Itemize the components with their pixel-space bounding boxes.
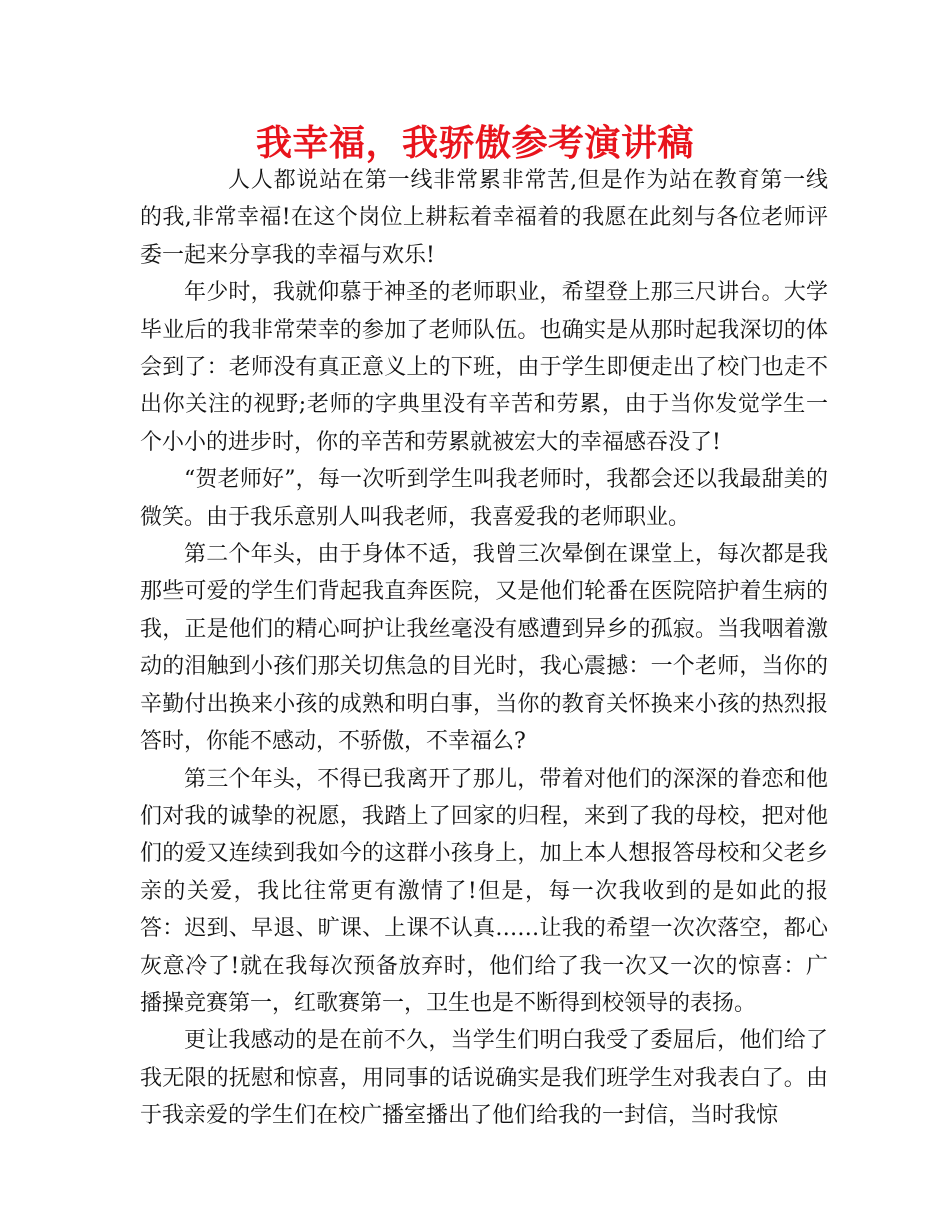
document-title: 我幸福，我骄傲参考演讲稿 <box>255 123 694 164</box>
paragraph-6: 更让我感动的是在前不久，当学生们明白我受了委屈后，他们给了我无限的抚慰和惊喜，用同事的话说确实是我们班学生对我表白了。由于我亲爱的学生们在校广播室播出了他们给我的一封信，当时我惊 <box>140 1028 828 1129</box>
paragraph-2: 年少时，我就仰慕于神圣的老师职业，希望登上那三尺讲台。大学毕业后的我非常荣幸的参加了老师队伍。也确实是从那时起我深切的体会到了：老师没有真正意义上的下班，由于学生即便走出了校门也走不出你关注的视野;老师的字典里没有辛苦和劳累，由于当你发觉学生一个小小的进步时，你的辛苦和劳累就被宏大的幸福感吞没了! <box>140 280 828 455</box>
paragraph-1: 人人都说站在第一线非常累非常苦,但是作为站在教育第一线的我,非常幸福!在这个岗位上耕耘着幸福着的我愿在此刻与各位老师评委一起来分享我的幸福与欢乐! <box>140 168 828 268</box>
document-body <box>140 162 828 1135</box>
paragraph-3: “贺老师好”，每一次听到学生叫我老师时，我都会还以我最甜美的微笑。由于我乐意别人叫我老师，我喜爱我的老师职业。 <box>140 467 828 530</box>
paragraph-4: 第二个年头，由于身体不适，我曾三次晕倒在课堂上，每次都是我那些可爱的学生们背起我直奔医院，又是他们轮番在医院陪护着生病的我，正是他们的精心呵护让我丝毫没有感遭到异乡的孤寂。当我咽着激动的泪触到小孩们那关切焦急的目光时，我心震撼：一个老师，当你的辛勤付出换来小孩的成熟和明白事，当你的教育关怀换来小孩的热烈报答时，你能不感动，不骄傲，不幸福么? <box>140 542 828 755</box>
paragraph-5: 第三个年头，不得已我离开了那儿，带着对他们的深深的眷恋和他们对我的诚挚的祝愿，我踏上了回家的归程，来到了我的母校，把对他们的爱又连续到我如今的这群小孩身上，加上本人想报答母校和父老乡亲的关爱，我比往常更有激情了!但是，每一次我收到的是如此的报答：迟到、早退、旷课、上课不认真……让我的希望一次次落空，都心灰意冷了!就在我每次预备放弃时，他们给了我一次又一次的惊喜：广播操竞赛第一，红歌赛第一，卫生也是不断得到校领导的表扬。 <box>140 766 828 1016</box>
